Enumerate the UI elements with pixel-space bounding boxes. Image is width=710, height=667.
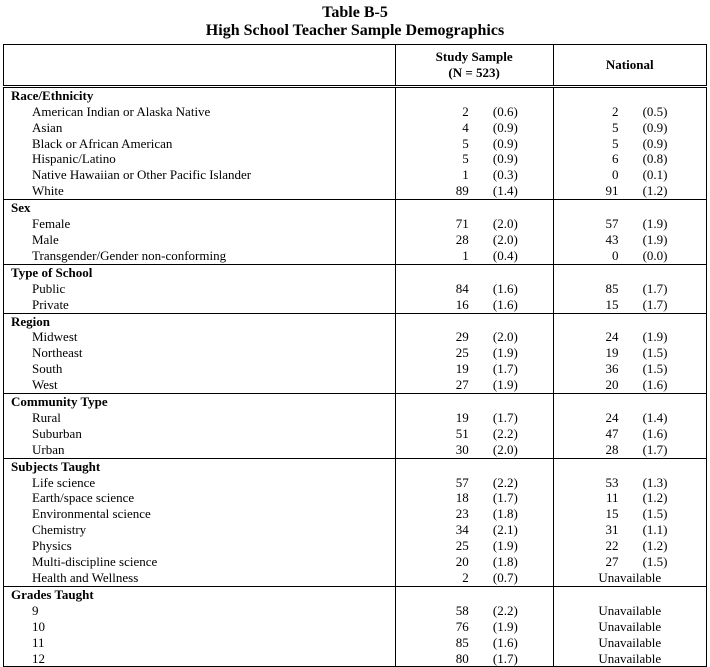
national-percent: 28: [605, 441, 619, 457]
study-sample-cell: [395, 183, 553, 199]
study-percent: 30: [455, 441, 469, 457]
national-cell: [553, 151, 706, 167]
study-sample-cell: [395, 136, 553, 152]
table-caption: [0, 0, 710, 40]
national-cell: [553, 442, 706, 458]
national-standard-error: (1.5): [642, 506, 668, 522]
study-sample-cell: [395, 475, 553, 491]
table-body: [4, 86, 707, 667]
row-label: Earth/space science: [4, 490, 396, 506]
study-standard-error: (1.6): [492, 280, 518, 296]
header-study-label: Study Sample: [435, 49, 513, 64]
national-cell: [553, 297, 706, 313]
national-cell: [553, 377, 706, 393]
national-percent: 36: [605, 361, 619, 377]
table-row: [4, 570, 707, 586]
study-percent: 85: [455, 634, 469, 650]
header-national-label: National: [605, 56, 654, 72]
study-sample-cell: [395, 619, 553, 635]
group-header-row: [4, 86, 707, 103]
national-cell: [553, 490, 706, 506]
national-standard-error: (1.9): [642, 329, 668, 345]
table-row: [4, 104, 707, 120]
national-standard-error: (0.1): [642, 167, 668, 183]
row-label: 9: [4, 603, 396, 619]
national-standard-error: (1.2): [642, 490, 668, 506]
study-sample-cell: [395, 603, 553, 619]
study-standard-error: (2.1): [492, 522, 518, 538]
national-unavailable: Unavailable: [598, 634, 662, 650]
national-cell: [553, 426, 706, 442]
study-standard-error: (2.2): [492, 602, 518, 618]
group-label: Community Type: [4, 394, 396, 410]
study-standard-error: (1.6): [492, 634, 518, 650]
row-label: Multi-discipline science: [4, 554, 396, 570]
study-percent: 51: [455, 425, 469, 441]
study-percent: 84: [455, 280, 469, 296]
table-row: [4, 442, 707, 458]
study-standard-error: (2.0): [492, 329, 518, 345]
row-label: Urban: [4, 442, 396, 458]
table-row: [4, 426, 707, 442]
study-sample-cell: [395, 167, 553, 183]
national-cell: [553, 120, 706, 136]
national-standard-error: (1.5): [642, 361, 668, 377]
national-cell: [553, 329, 706, 345]
group-header-row: [4, 394, 707, 410]
group-header-study-cell: [395, 264, 553, 280]
demographics-table: [3, 44, 707, 667]
study-standard-error: (2.0): [492, 441, 518, 457]
national-percent: 2: [612, 103, 619, 119]
group-label: Region: [4, 313, 396, 329]
study-percent: 71: [455, 216, 469, 232]
row-label: Midwest: [4, 329, 396, 345]
study-standard-error: (0.3): [492, 167, 518, 183]
table-row: [4, 619, 707, 635]
study-percent: 80: [455, 650, 469, 666]
table-row: [4, 603, 707, 619]
group-label: Grades Taught: [4, 586, 396, 602]
national-percent: 27: [605, 554, 619, 570]
group-header-national-cell: [553, 394, 706, 410]
table-number: Table B-5: [322, 4, 388, 21]
study-sample-cell: [395, 232, 553, 248]
national-standard-error: (1.7): [642, 296, 668, 312]
national-standard-error: (1.5): [642, 554, 668, 570]
study-standard-error: (1.9): [492, 345, 518, 361]
row-label: Female: [4, 216, 396, 232]
table-row: [4, 183, 707, 199]
row-label: Asian: [4, 120, 396, 136]
study-sample-cell: [395, 120, 553, 136]
table-title: High School Teacher Sample Demographics: [205, 22, 505, 39]
group-header-national-cell: [553, 264, 706, 280]
row-label: Black or African American: [4, 136, 396, 152]
table-row: [4, 522, 707, 538]
header-blank: [4, 45, 396, 87]
group-header-national-cell: [553, 586, 706, 602]
study-sample-cell: [395, 442, 553, 458]
study-sample-cell: [395, 345, 553, 361]
study-percent: 34: [455, 522, 469, 538]
national-percent: 0: [612, 167, 619, 183]
table-row: [4, 490, 707, 506]
national-cell: [553, 281, 706, 297]
table-row: [4, 281, 707, 297]
study-standard-error: (0.7): [492, 570, 518, 585]
header-study-sample: [395, 45, 553, 87]
row-label: 11: [4, 635, 396, 651]
group-label: Subjects Taught: [4, 458, 396, 474]
header-row: [4, 45, 707, 87]
study-standard-error: (0.9): [492, 151, 518, 167]
national-cell: [553, 506, 706, 522]
national-percent: 24: [605, 329, 619, 345]
table-row: [4, 216, 707, 232]
row-label: Hispanic/Latino: [4, 151, 396, 167]
study-sample-cell: [395, 216, 553, 232]
table-row: [4, 506, 707, 522]
national-standard-error: (0.0): [642, 247, 668, 263]
study-sample-cell: [395, 506, 553, 522]
national-percent: 19: [605, 345, 619, 361]
national-percent: 91: [605, 183, 619, 199]
table-row: [4, 410, 707, 426]
study-percent: 20: [455, 554, 469, 570]
table-row: [4, 248, 707, 264]
table-row: [4, 635, 707, 651]
row-label: 10: [4, 619, 396, 635]
study-standard-error: (0.9): [492, 135, 518, 151]
row-label: Northeast: [4, 345, 396, 361]
study-percent: 89: [455, 183, 469, 199]
national-cell: [553, 538, 706, 554]
national-cell: [553, 361, 706, 377]
study-percent: 1: [462, 247, 469, 263]
study-sample-cell: [395, 635, 553, 651]
study-sample-cell: [395, 554, 553, 570]
study-percent: 1: [462, 167, 469, 183]
group-header-national-cell: [553, 86, 706, 103]
national-cell: [553, 522, 706, 538]
table-row: [4, 475, 707, 491]
study-percent: 58: [455, 602, 469, 618]
national-cell: [553, 167, 706, 183]
group-header-row: [4, 458, 707, 474]
national-standard-error: (0.9): [642, 135, 668, 151]
study-standard-error: (1.7): [492, 409, 518, 425]
row-label: Life science: [4, 475, 396, 491]
national-standard-error: (1.1): [642, 522, 668, 538]
study-percent: 28: [455, 231, 469, 247]
table-row: [4, 167, 707, 183]
study-sample-cell: [395, 522, 553, 538]
national-standard-error: (0.9): [642, 119, 668, 135]
national-percent: 43: [605, 231, 619, 247]
study-sample-cell: [395, 248, 553, 264]
group-header-study-cell: [395, 586, 553, 602]
national-cell: [553, 345, 706, 361]
study-percent: 27: [455, 377, 469, 393]
row-label: Health and Wellness: [4, 570, 396, 586]
study-standard-error: (1.9): [492, 538, 518, 554]
row-label: White: [4, 183, 396, 199]
study-percent: 29: [455, 329, 469, 345]
study-sample-cell: [395, 377, 553, 393]
table-row: [4, 297, 707, 313]
national-standard-error: (1.9): [642, 216, 668, 232]
study-sample-cell: [395, 651, 553, 667]
national-percent: 11: [605, 490, 619, 506]
national-cell: [553, 232, 706, 248]
group-header-row: [4, 264, 707, 280]
national-standard-error: (0.8): [642, 151, 668, 167]
national-percent: 31: [605, 522, 619, 538]
table-row: [4, 554, 707, 570]
study-percent: 5: [462, 135, 469, 151]
study-sample-cell: [395, 410, 553, 426]
national-unavailable: Unavailable: [598, 602, 662, 618]
study-standard-error: (1.9): [492, 618, 518, 634]
national-percent: 85: [605, 280, 619, 296]
study-sample-cell: [395, 297, 553, 313]
study-percent: 57: [455, 474, 469, 490]
group-header-study-cell: [395, 458, 553, 474]
national-percent: 57: [605, 216, 619, 232]
national-standard-error: (1.6): [642, 425, 668, 441]
row-label: Environmental science: [4, 506, 396, 522]
study-sample-cell: [395, 538, 553, 554]
study-standard-error: (2.2): [492, 474, 518, 490]
row-label: Private: [4, 297, 396, 313]
row-label: Physics: [4, 538, 396, 554]
study-standard-error: (1.7): [492, 361, 518, 377]
national-cell: [553, 475, 706, 491]
study-percent: 5: [462, 151, 469, 167]
study-standard-error: (0.4): [492, 247, 518, 263]
study-sample-cell: [395, 570, 553, 586]
group-label: Race/Ethnicity: [4, 86, 396, 103]
national-cell: [553, 216, 706, 232]
study-sample-cell: [395, 329, 553, 345]
study-standard-error: (1.9): [492, 377, 518, 393]
national-percent: 53: [605, 474, 619, 490]
group-header-national-cell: [553, 200, 706, 216]
national-standard-error: (1.4): [642, 409, 668, 425]
national-percent: 47: [605, 425, 619, 441]
study-standard-error: (1.7): [492, 650, 518, 666]
row-label: American Indian or Alaska Native: [4, 104, 396, 120]
table-row: [4, 151, 707, 167]
table-row: [4, 345, 707, 361]
national-cell: [553, 410, 706, 426]
national-standard-error: (1.7): [642, 441, 668, 457]
group-header-study-cell: [395, 394, 553, 410]
study-percent: 2: [462, 570, 469, 585]
row-label: Transgender/Gender non-conforming: [4, 248, 396, 264]
row-label: Chemistry: [4, 522, 396, 538]
national-cell: [553, 248, 706, 264]
table-row: [4, 136, 707, 152]
table-row: [4, 377, 707, 393]
row-label: Public: [4, 281, 396, 297]
national-cell: [553, 635, 706, 651]
table-row: [4, 329, 707, 345]
national-cell: [553, 136, 706, 152]
study-percent: 19: [455, 409, 469, 425]
group-header-national-cell: [553, 458, 706, 474]
row-label: Male: [4, 232, 396, 248]
national-standard-error: (1.6): [642, 377, 668, 393]
national-cell: [553, 104, 706, 120]
row-label: Native Hawaiian or Other Pacific Islander: [4, 167, 396, 183]
group-header-study-cell: [395, 313, 553, 329]
national-standard-error: (1.2): [642, 183, 668, 199]
study-standard-error: (2.0): [492, 216, 518, 232]
study-standard-error: (0.6): [492, 103, 518, 119]
study-standard-error: (1.8): [492, 554, 518, 570]
study-percent: 19: [455, 361, 469, 377]
national-percent: 15: [605, 296, 619, 312]
group-header-study-cell: [395, 86, 553, 103]
group-header-row: [4, 313, 707, 329]
header-national: [553, 45, 706, 87]
study-sample-cell: [395, 490, 553, 506]
row-label: West: [4, 377, 396, 393]
national-standard-error: (1.2): [642, 538, 668, 554]
group-label: Sex: [4, 200, 396, 216]
study-sample-cell: [395, 426, 553, 442]
national-percent: 20: [605, 377, 619, 393]
national-percent: 6: [612, 151, 619, 167]
study-standard-error: (1.7): [492, 490, 518, 506]
national-percent: 5: [612, 135, 619, 151]
study-sample-cell: [395, 361, 553, 377]
study-standard-error: (2.2): [492, 425, 518, 441]
row-label: Rural: [4, 410, 396, 426]
national-standard-error: (0.5): [642, 103, 668, 119]
table-row: [4, 651, 707, 667]
national-percent: 15: [605, 506, 619, 522]
study-sample-cell: [395, 104, 553, 120]
national-standard-error: (1.3): [642, 474, 668, 490]
group-label: Type of School: [4, 264, 396, 280]
national-cell: [553, 603, 706, 619]
group-header-national-cell: [553, 313, 706, 329]
table-row: [4, 120, 707, 136]
study-sample-cell: [395, 151, 553, 167]
study-percent: 4: [462, 119, 469, 135]
study-percent: 76: [455, 618, 469, 634]
study-standard-error: (1.8): [492, 506, 518, 522]
group-header-row: [4, 586, 707, 602]
header-study-n: (N = 523): [448, 64, 500, 80]
study-standard-error: (0.9): [492, 119, 518, 135]
study-percent: 25: [455, 345, 469, 361]
national-percent: 22: [605, 538, 619, 554]
study-percent: 2: [462, 103, 469, 119]
study-percent: 16: [455, 296, 469, 312]
table-row: [4, 232, 707, 248]
study-percent: 25: [455, 538, 469, 554]
row-label: South: [4, 361, 396, 377]
national-cell: [553, 651, 706, 667]
national-percent: 5: [612, 119, 619, 135]
study-standard-error: (2.0): [492, 231, 518, 247]
study-percent: 18: [455, 490, 469, 506]
study-sample-cell: [395, 281, 553, 297]
group-header-study-cell: [395, 200, 553, 216]
national-standard-error: (1.5): [642, 345, 668, 361]
table-row: [4, 538, 707, 554]
national-cell: [553, 554, 706, 570]
row-label: Suburban: [4, 426, 396, 442]
national-standard-error: (1.9): [642, 231, 668, 247]
group-header-row: [4, 200, 707, 216]
study-standard-error: (1.4): [492, 183, 518, 199]
row-label: 12: [4, 651, 396, 667]
national-cell: [553, 570, 706, 586]
national-unavailable: Unavailable: [598, 570, 662, 585]
study-standard-error: (1.6): [492, 296, 518, 312]
national-percent: 0: [612, 247, 619, 263]
national-unavailable: Unavailable: [598, 618, 662, 634]
national-unavailable: Unavailable: [598, 650, 662, 666]
national-cell: [553, 619, 706, 635]
national-cell: [553, 183, 706, 199]
national-standard-error: (1.7): [642, 280, 668, 296]
study-percent: 23: [455, 506, 469, 522]
table-row: [4, 361, 707, 377]
national-percent: 24: [605, 409, 619, 425]
